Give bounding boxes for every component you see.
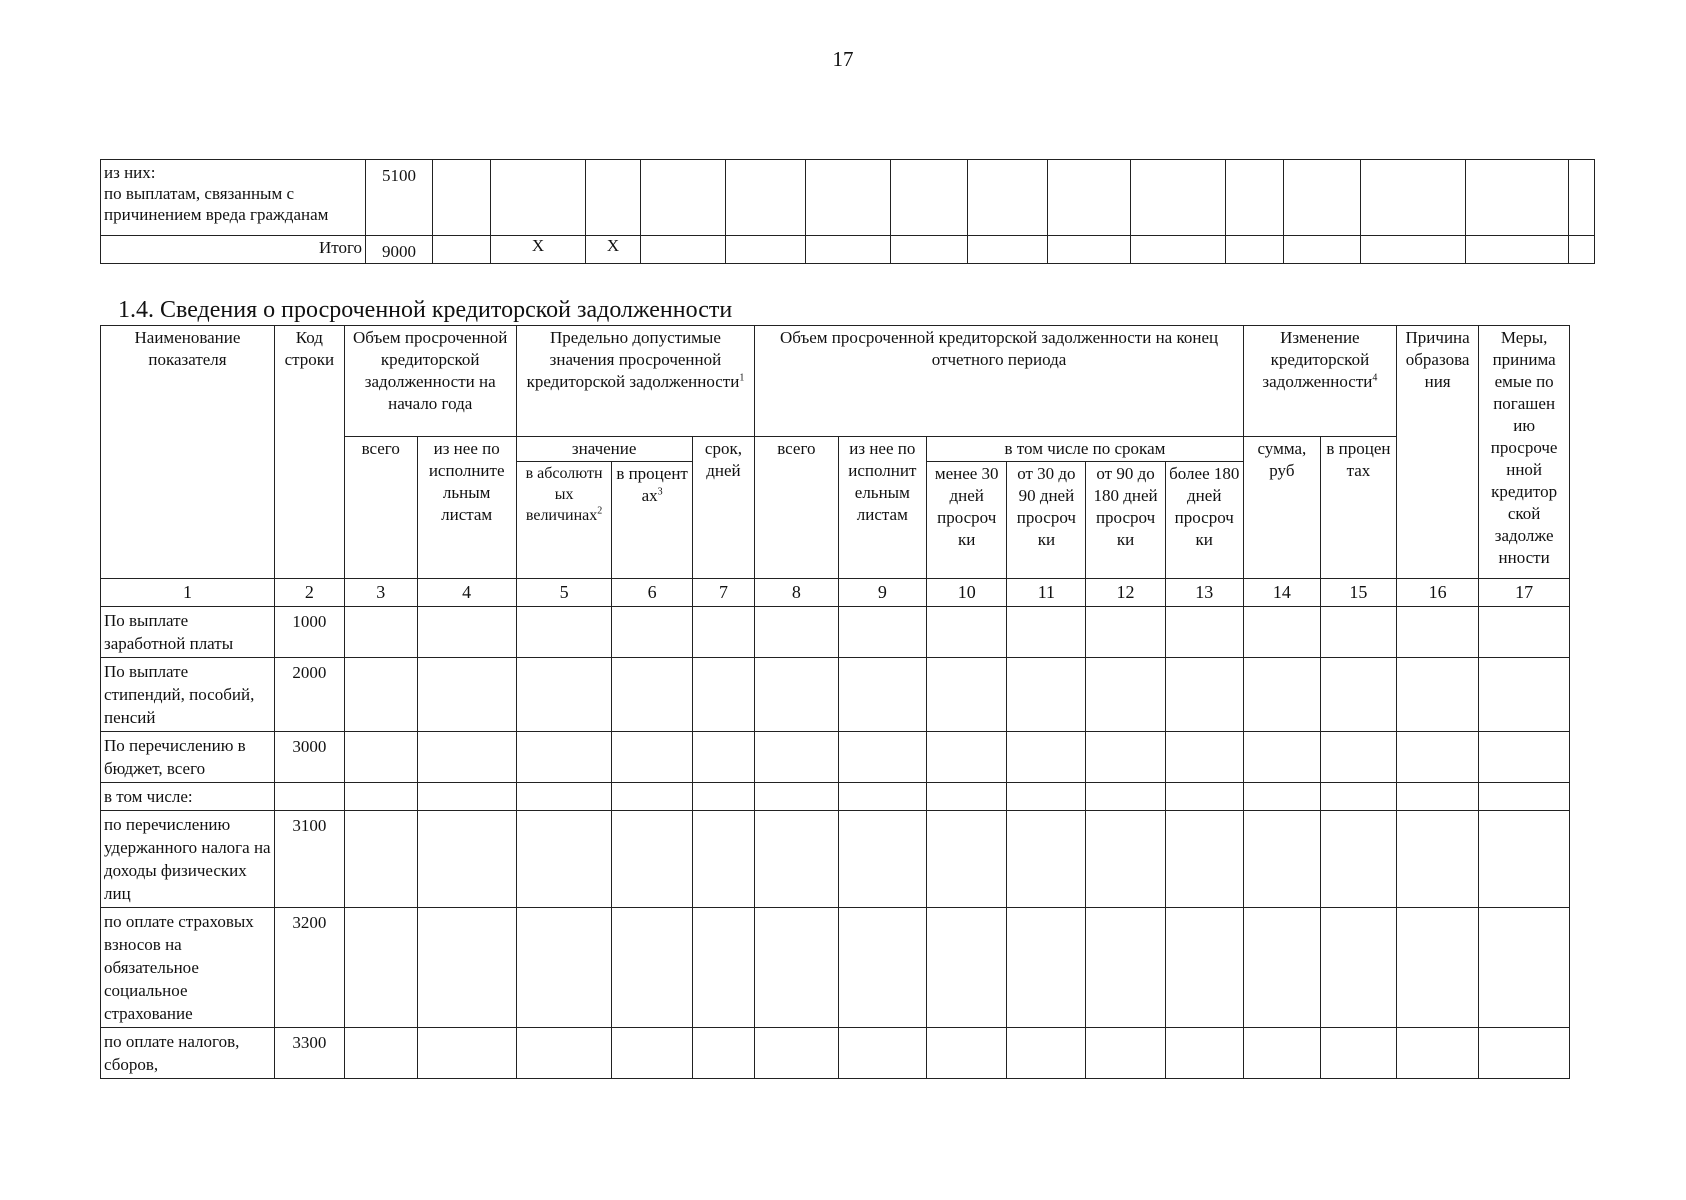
empty-cell: [516, 908, 612, 1028]
empty-cell: [641, 160, 726, 236]
row-code: 2000: [274, 658, 344, 732]
empty-cell: [838, 811, 927, 908]
header-writs-start: из нее по исполните льным листам: [417, 437, 516, 579]
empty-cell: [1320, 658, 1396, 732]
empty-cell: [838, 732, 927, 783]
empty-cell: [927, 732, 1007, 783]
header-less-30: менее 30 дней просроч ки: [927, 462, 1007, 579]
section-title: 1.4. Сведения о просроченной кредиторской задолженности: [118, 297, 733, 323]
empty-cell: [1466, 236, 1569, 264]
empty-cell: [516, 811, 612, 908]
header-percent-values-text: в процент ах: [616, 464, 688, 505]
data-cell: X: [586, 236, 641, 264]
header-abs-footnote: 2: [597, 505, 603, 517]
overdue-payables-table: [100, 325, 1570, 1079]
header-term-days: срок, дней: [692, 437, 755, 579]
header-in-percent: в процен тах: [1320, 437, 1396, 579]
header-measures: Меры, принима емые по погашен ию просроче нной кредитор ской задолже нности: [1479, 326, 1570, 579]
empty-cell: [1048, 160, 1131, 236]
empty-cell: [1243, 607, 1320, 658]
empty-cell: [417, 1028, 516, 1079]
header-sum-rub: сумма, руб: [1243, 437, 1320, 579]
empty-cell: [726, 236, 806, 264]
empty-cell: [1284, 236, 1361, 264]
header-by-terms: в том числе по срокам: [927, 437, 1244, 462]
empty-cell: [1569, 236, 1595, 264]
empty-cell: [692, 783, 755, 811]
empty-cell: [417, 732, 516, 783]
empty-cell: [1243, 658, 1320, 732]
row-name: Итого: [101, 236, 366, 264]
empty-cell: [641, 236, 726, 264]
empty-cell: [516, 783, 612, 811]
empty-cell: [1479, 607, 1570, 658]
empty-cell: [417, 811, 516, 908]
empty-cell: [1165, 732, 1243, 783]
empty-cell: [838, 1028, 927, 1079]
header-more-180: более 180 дней просроч ки: [1165, 462, 1243, 579]
empty-cell: [1226, 236, 1284, 264]
column-number: 10: [927, 579, 1007, 607]
empty-cell: [1243, 908, 1320, 1028]
empty-cell: [891, 236, 968, 264]
header-total-start: всего: [344, 437, 417, 579]
empty-cell: [344, 811, 417, 908]
empty-cell: [692, 658, 755, 732]
empty-cell: [1396, 607, 1478, 658]
row-code: [274, 783, 344, 811]
empty-cell: [612, 658, 692, 732]
header-abs-values: [516, 462, 612, 579]
empty-cell: [927, 908, 1007, 1028]
empty-cell: [1086, 732, 1165, 783]
empty-cell: [1361, 160, 1466, 236]
empty-cell: [755, 908, 838, 1028]
empty-cell: [1086, 908, 1165, 1028]
empty-cell: [1165, 1028, 1243, 1079]
empty-cell: [891, 160, 968, 236]
column-number: 8: [755, 579, 838, 607]
column-number: 3: [344, 579, 417, 607]
empty-cell: [1320, 732, 1396, 783]
empty-cell: [927, 783, 1007, 811]
empty-cell: [755, 811, 838, 908]
empty-cell: [1226, 160, 1284, 236]
column-number: 16: [1396, 579, 1478, 607]
page-number: 17: [832, 47, 854, 71]
empty-cell: [1165, 607, 1243, 658]
empty-cell: [1086, 1028, 1165, 1079]
header-total-end: всего: [755, 437, 838, 579]
empty-cell: [1320, 783, 1396, 811]
empty-cell: [927, 607, 1007, 658]
empty-cell: [344, 1028, 417, 1079]
empty-cell: [1320, 607, 1396, 658]
table-row: [101, 1028, 1570, 1079]
header-percent-values: [612, 462, 692, 579]
empty-cell: [516, 732, 612, 783]
column-number: 11: [1007, 579, 1086, 607]
header-percent-footnote: 3: [657, 486, 663, 498]
header-name: Наименование показателя: [101, 326, 275, 579]
empty-cell: [344, 607, 417, 658]
header-end-volume: Объем просроченной кредиторской задолженности на конец отчетного периода: [755, 326, 1244, 437]
header-value: значение: [516, 437, 692, 462]
row-name: по оплате страховых взносов на обязательное социальное страхование: [101, 908, 275, 1028]
empty-cell: [755, 607, 838, 658]
empty-cell: [1165, 811, 1243, 908]
empty-cell: [755, 732, 838, 783]
data-cell: [433, 160, 491, 236]
empty-cell: [1048, 236, 1131, 264]
header-change: [1243, 326, 1396, 437]
column-number: 9: [838, 579, 927, 607]
empty-cell: [1086, 658, 1165, 732]
empty-cell: [806, 160, 891, 236]
empty-cell: [1243, 732, 1320, 783]
empty-cell: [1396, 811, 1478, 908]
empty-cell: [1007, 658, 1086, 732]
empty-cell: [1086, 783, 1165, 811]
data-cell: X: [491, 236, 586, 264]
empty-cell: [1361, 236, 1466, 264]
empty-cell: [838, 783, 927, 811]
empty-cell: [806, 236, 891, 264]
empty-cell: [1466, 160, 1569, 236]
empty-cell: [1479, 658, 1570, 732]
column-number: 5: [516, 579, 612, 607]
empty-cell: [1479, 732, 1570, 783]
empty-cell: [755, 1028, 838, 1079]
empty-cell: [417, 658, 516, 732]
column-number: 2: [274, 579, 344, 607]
empty-cell: [516, 1028, 612, 1079]
empty-cell: [968, 160, 1048, 236]
empty-cell: [1165, 908, 1243, 1028]
row-name: по перечислению удержанного налога на доходы физических лиц: [101, 811, 275, 908]
empty-cell: [1243, 1028, 1320, 1079]
empty-cell: [612, 908, 692, 1028]
empty-cell: [612, 732, 692, 783]
header-limits: [516, 326, 755, 437]
empty-cell: [612, 1028, 692, 1079]
empty-cell: [1479, 783, 1570, 811]
header-change-footnote: 4: [1372, 372, 1378, 384]
empty-cell: [612, 607, 692, 658]
empty-cell: [838, 607, 927, 658]
empty-cell: [1479, 811, 1570, 908]
row-name: По выплате стипендий, пособий, пенсий: [101, 658, 275, 732]
header-start-volume: Объем просроченной кредиторской задолженности на начало года: [344, 326, 516, 437]
empty-cell: [755, 658, 838, 732]
empty-cell: [516, 607, 612, 658]
empty-cell: [1243, 811, 1320, 908]
empty-cell: [692, 1028, 755, 1079]
empty-cell: [927, 1028, 1007, 1079]
empty-cell: [344, 783, 417, 811]
empty-cell: [1396, 732, 1478, 783]
empty-cell: [1479, 1028, 1570, 1079]
empty-cell: [1007, 811, 1086, 908]
empty-cell: [1165, 783, 1243, 811]
empty-cell: [344, 658, 417, 732]
table-row: [101, 658, 1570, 732]
table-row: [101, 783, 1570, 811]
header-limits-text: Предельно допустимые значения просроченной кредиторской задолженности: [526, 328, 740, 391]
empty-cell: [1165, 658, 1243, 732]
header-limits-footnote: 1: [739, 372, 745, 384]
empty-cell: [1243, 783, 1320, 811]
table-row: [101, 811, 1570, 908]
empty-cell: [1284, 160, 1361, 236]
row-code: 9000: [366, 236, 433, 264]
data-cell: [491, 160, 586, 236]
empty-cell: [612, 783, 692, 811]
header-90-180: от 90 до 180 дней просроч ки: [1086, 462, 1165, 579]
empty-cell: [516, 658, 612, 732]
column-number: 4: [417, 579, 516, 607]
empty-cell: [417, 908, 516, 1028]
row-name: из них: по выплатам, связанным с причинением вреда гражданам: [101, 160, 366, 236]
empty-cell: [1086, 607, 1165, 658]
empty-cell: [1131, 236, 1226, 264]
row-code: 3000: [274, 732, 344, 783]
column-number: 13: [1165, 579, 1243, 607]
column-number-row: [101, 579, 1570, 607]
empty-cell: [927, 811, 1007, 908]
header-30-90: от 30 до 90 дней просроч ки: [1007, 462, 1086, 579]
empty-cell: [692, 607, 755, 658]
table-row: [101, 908, 1570, 1028]
empty-cell: [417, 607, 516, 658]
row-name: по оплате налогов, сборов,: [101, 1028, 275, 1079]
column-number: 17: [1479, 579, 1570, 607]
column-number: 1: [101, 579, 275, 607]
row-code: 3300: [274, 1028, 344, 1079]
column-number: 12: [1086, 579, 1165, 607]
row-code: 5100: [366, 160, 433, 236]
table-row: [101, 732, 1570, 783]
table-row: [101, 236, 1595, 264]
empty-cell: [1320, 908, 1396, 1028]
empty-cell: [1007, 783, 1086, 811]
empty-cell: [612, 811, 692, 908]
row-code: 1000: [274, 607, 344, 658]
row-code: 3200: [274, 908, 344, 1028]
row-name: в том числе:: [101, 783, 275, 811]
header-code: Код строки: [274, 326, 344, 579]
empty-cell: [1320, 1028, 1396, 1079]
header-abs-values-text: в абсолютн ых величинах: [525, 465, 603, 524]
column-number: 15: [1320, 579, 1396, 607]
empty-cell: [417, 783, 516, 811]
table-continuation: [100, 159, 1595, 264]
row-code: 3100: [274, 811, 344, 908]
empty-cell: [1131, 160, 1226, 236]
empty-cell: [755, 783, 838, 811]
empty-cell: [1396, 658, 1478, 732]
empty-cell: [692, 811, 755, 908]
empty-cell: [927, 658, 1007, 732]
header-reason: Причина образова ния: [1396, 326, 1478, 579]
column-number: 14: [1243, 579, 1320, 607]
column-number: 6: [612, 579, 692, 607]
column-number: 7: [692, 579, 755, 607]
data-cell: [433, 236, 491, 264]
empty-cell: [838, 908, 927, 1028]
row-name: По выплате заработной платы: [101, 607, 275, 658]
empty-cell: [1007, 1028, 1086, 1079]
empty-cell: [1320, 811, 1396, 908]
empty-cell: [692, 908, 755, 1028]
empty-cell: [1007, 607, 1086, 658]
empty-cell: [1396, 783, 1478, 811]
empty-cell: [1396, 1028, 1478, 1079]
empty-cell: [1086, 811, 1165, 908]
empty-cell: [692, 732, 755, 783]
empty-cell: [1007, 732, 1086, 783]
empty-cell: [344, 908, 417, 1028]
empty-cell: [1396, 908, 1478, 1028]
table-row: [101, 607, 1570, 658]
header-writs-end: из нее по исполнит ельным листам: [838, 437, 927, 579]
empty-cell: [726, 160, 806, 236]
empty-cell: [838, 658, 927, 732]
data-cell: [586, 160, 641, 236]
empty-cell: [1569, 160, 1595, 236]
table-row: [101, 160, 1595, 236]
row-name: По перечислению в бюджет, всего: [101, 732, 275, 783]
empty-cell: [1007, 908, 1086, 1028]
empty-cell: [968, 236, 1048, 264]
empty-cell: [1479, 908, 1570, 1028]
header-change-text: Изменение кредиторской задолженности: [1262, 328, 1373, 391]
empty-cell: [344, 732, 417, 783]
